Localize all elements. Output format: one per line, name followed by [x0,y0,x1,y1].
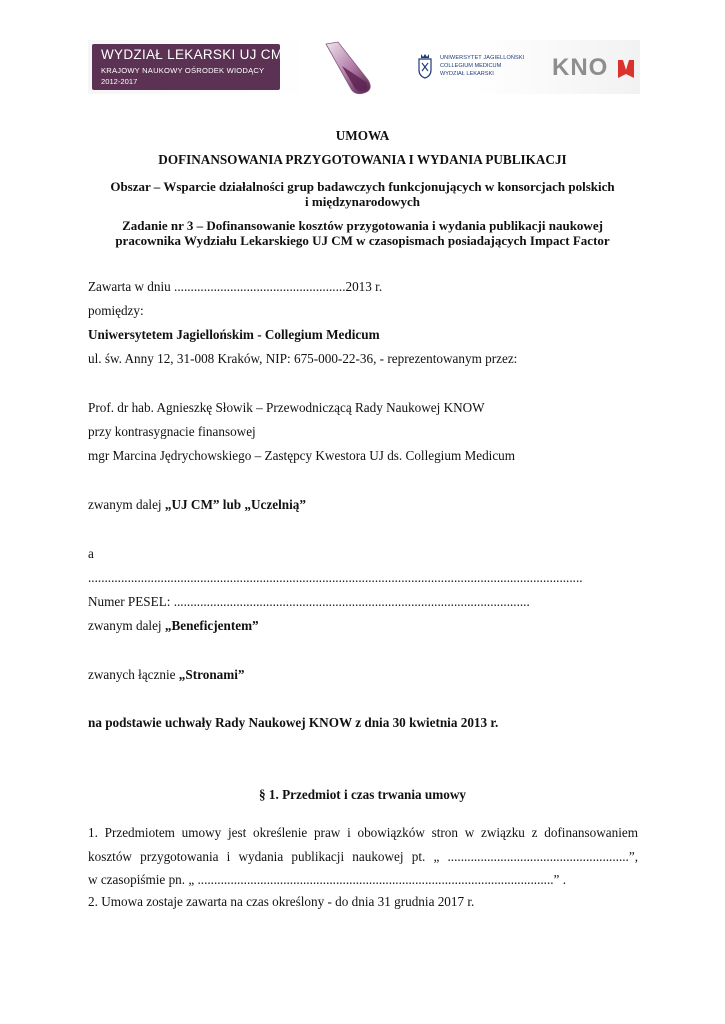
university-alias-name: „UJ CM” lub „Uczelnią” [164,497,306,512]
university-name: Uniwersytetem Jagiellońskim - Collegium Medicum [88,327,380,342]
document-title: UMOWA [335,128,390,143]
representative-2: przy kontrasygnacie finansowej [88,424,256,439]
university-logo-line3: WYDZIAŁ LEKARSKI [440,71,494,77]
section-1-point-1-line1: 1. Przedmiotem umowy jest określenie praw i obowiązków stron w związku z dofinansowaniem [88,825,638,840]
know-logo: KNO [552,54,609,81]
contract-date-line: Zawarta w dniu ....................................................2013 r. [88,279,383,294]
know-w-mark-icon [618,60,634,78]
zadanie-line2: pracownika Wydziału Lekarskiego UJ CM w czasopismach posiadających Impact Factor [115,233,610,248]
section-1-point-1-line3: w czasopiśmie pn. „ ............................................................................................................” . [88,872,567,887]
beneficiary-alias [88,618,259,634]
representative-1: Prof. dr hab. Agnieszkę Słowik – Przewodniczącą Rady Naukowej KNOW [88,400,485,415]
and-label: a [88,546,94,561]
beneficiary-alias-name: „Beneficjentem” [164,618,259,633]
university-logo-line1: UNIWERSYTET JAGIELLOŃSKI [440,55,525,61]
beneficiary-alias-prefix: zwanym dalej [88,618,165,633]
university-crest-icon [416,53,434,79]
section-1-heading: § 1. Przedmiot i czas trwania umowy [259,787,466,802]
obszar-line2: i międzynarodowych [305,194,420,209]
university-alias-prefix: zwanym dalej [88,497,165,512]
university-address: ul. św. Anny 12, 31-008 Kraków, NIP: 675-000-22-36, - reprezentowanym przez: [88,351,518,366]
university-logo-line2: COLLEGIUM MEDICUM [440,63,502,69]
faculty-logo-subtitle: KRAJOWY NAUKOWY OŚRODEK WIODĄCY [101,66,265,75]
parties-alias-prefix: zwanych łącznie [88,667,179,682]
legal-basis: na podstawie uchwały Rady Naukowej KNOW z dnia 30 kwietnia 2013 r. [88,715,499,730]
faculty-logo-years: 2012-2017 [101,77,138,86]
section-1-point-2: 2. Umowa zostaje zawarta na czas określony - do dnia 31 grudnia 2017 r. [88,894,475,909]
document-subtitle: DOFINANSOWANIA PRZYGOTOWANIA I WYDANIA PUBLIKACJI [158,152,567,167]
test-tube-icon [316,40,380,96]
section-1-point-1-line2: kosztów przygotowania i wydania publikacji naukowej pt. „ .......................................................”, [88,849,638,864]
obszar-line1: Obszar – Wsparcie działalności grup badawczych funkcjonujących w konsorcjach polskich [110,179,615,194]
beneficiary-name-blank[interactable]: ...................................................................................................................................................... [88,570,583,585]
faculty-logo [92,44,283,90]
zadanie-line1: Zadanie nr 3 – Dofinansowanie kosztów przygotowania i wydania publikacji naukowej [122,218,603,233]
university-logo [416,53,534,81]
parties-alias-name: „Stronami” [178,667,245,682]
pesel-field[interactable]: Numer PESEL: ............................................................................................................ [88,594,530,609]
university-alias [88,497,306,513]
faculty-logo-title: WYDZIAŁ LEKARSKI UJ CM [101,47,283,62]
between-label: pomiędzy: [88,303,144,318]
parties-alias [88,667,245,683]
representative-3: mgr Marcina Jędrychowskiego – Zastępcy Kwestora UJ ds. Collegium Medicum [88,448,516,463]
